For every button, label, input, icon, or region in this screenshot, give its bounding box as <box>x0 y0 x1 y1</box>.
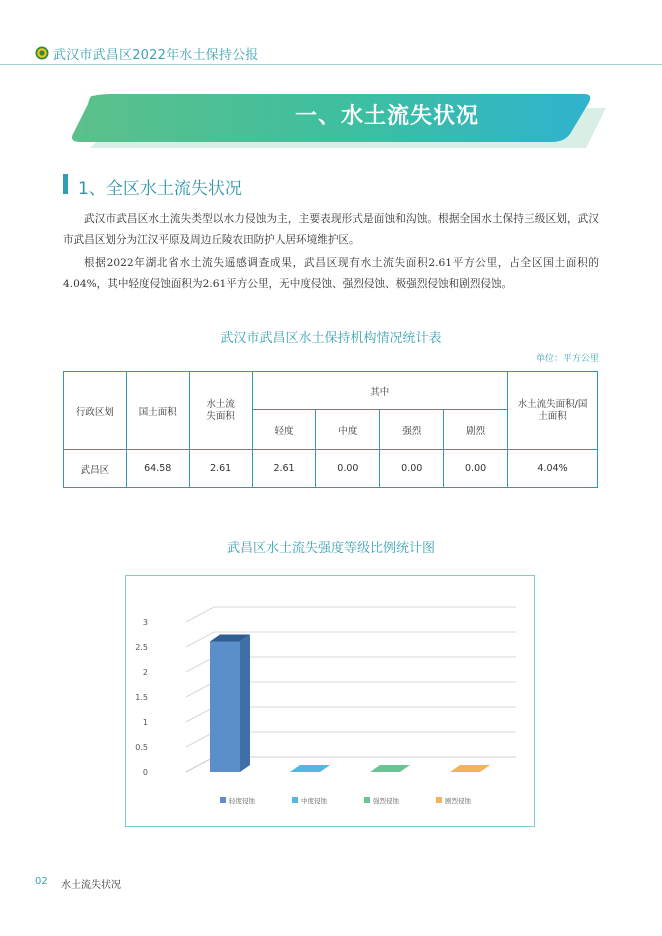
y-tick-label: 1 <box>142 718 148 727</box>
header-divider <box>0 64 662 65</box>
bar <box>290 765 330 772</box>
cell-loss-area: 2.61 <box>189 450 252 488</box>
legend-label: 剧烈侵蚀 <box>445 797 471 805</box>
header-title: 武汉市武昌区2022年水土保持公报 <box>53 48 259 63</box>
paragraph-erosion-type: 武汉市武昌区水土流失类型以水力侵蚀为主，主要表现形式是面蚀和沟蚀。根据全国水土保持三级区划，武汉市武昌区划分为江汉平原及周边丘陵农田防护人居环境维护区。 <box>63 213 599 246</box>
cell-mild: 2.61 <box>252 450 316 488</box>
bar <box>370 765 410 772</box>
cell-severe: 0.00 <box>444 450 508 488</box>
header-loss-area: 水土流失面积 <box>189 372 252 450</box>
chart-frame <box>125 575 535 827</box>
table-unit: 单位：平方公里 <box>535 354 599 364</box>
legend-swatch <box>220 797 226 803</box>
header-moderate: 中度 <box>316 410 380 450</box>
y-tick-label: 2.5 <box>135 643 148 652</box>
statistics-table <box>63 371 598 488</box>
table-row <box>64 450 598 488</box>
chart-title: 武昌区水土流失强度等级比例统计图 <box>226 541 435 556</box>
page-header <box>0 0 662 64</box>
legend-label: 轻度侵蚀 <box>229 797 255 805</box>
header-land-area: 国土面积 <box>126 372 189 450</box>
footer-title: 水土流失状况 <box>61 880 121 891</box>
section-title: 1、全区水土流失状况 <box>78 179 242 199</box>
paragraph-erosion-area: 根据2022年湖北省水土流失遥感调查成果，武昌区现有水土流失面积2.61平方公里，占全区国土面积的4.04%，其中轻度侵蚀面积为2.61平方公里，无中度侵蚀、强烈侵蚀、极强烈侵蚀和剧烈侵蚀。 <box>63 257 599 290</box>
y-tick-label: 0.5 <box>135 743 148 752</box>
header-severe: 剧烈 <box>444 410 508 450</box>
chapter-title: 一、水土流失状况 <box>294 103 479 129</box>
legend-label: 强烈侵蚀 <box>373 797 399 805</box>
cell-land-area: 64.58 <box>126 450 189 488</box>
cell-region: 武昌区 <box>64 450 127 488</box>
y-tick-label: 2 <box>142 668 148 677</box>
y-tick-label: 0 <box>142 768 148 777</box>
legend-swatch <box>436 797 442 803</box>
chapter-banner <box>52 90 612 150</box>
y-tick-label: 3 <box>142 618 148 627</box>
legend-swatch <box>292 797 298 803</box>
legend-swatch <box>364 797 370 803</box>
cell-intense: 0.00 <box>380 450 444 488</box>
gridline <box>186 607 516 622</box>
header-intense: 强烈 <box>380 410 444 450</box>
bar-chart <box>126 576 536 828</box>
bar <box>450 765 490 772</box>
header-region: 行政区划 <box>64 372 127 450</box>
header-of-which: 其中 <box>252 372 507 410</box>
legend-label: 中度侵蚀 <box>301 797 327 805</box>
header-mild: 轻度 <box>252 410 316 450</box>
table-header-row <box>64 372 598 410</box>
y-tick-label: 1.5 <box>135 693 148 702</box>
header-ratio: 水土流失面积/国土面积 <box>508 372 598 450</box>
section-marker <box>63 174 68 194</box>
soil-conservation-logo-icon <box>35 46 49 60</box>
cell-ratio: 4.04% <box>508 450 598 488</box>
page-number: 02 <box>35 876 48 887</box>
bar-side <box>240 635 250 773</box>
bar <box>210 642 240 773</box>
cell-moderate: 0.00 <box>316 450 380 488</box>
table-title: 武汉市武昌区水土保持机构情况统计表 <box>220 331 442 346</box>
